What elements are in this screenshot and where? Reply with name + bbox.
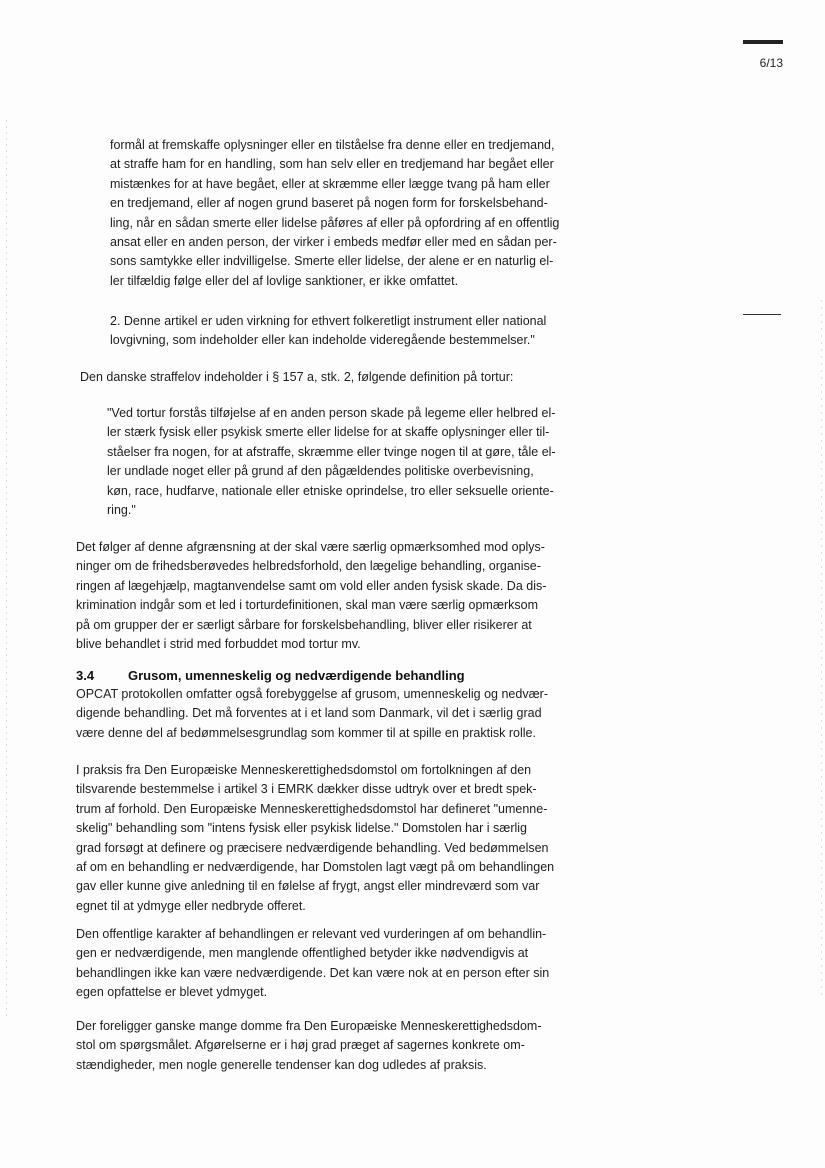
- text-line: stændigheder, men nogle generelle tendenser kan dog udledes af praksis.: [76, 1057, 487, 1072]
- text-line: I praksis fra Den Europæiske Menneskerettighedsdomstol om fortolkningen af den: [76, 763, 532, 777]
- text-line: ler tilfældig følge eller del af lovlige sanktioner, er ikke omfattet.: [110, 273, 459, 288]
- text-line: ling, når en sådan smerte eller lidelse påføres af eller på opfordring af en offentlig: [110, 215, 560, 230]
- text-line: ansat eller en anden person, der virker i embeds medfør eller med en sådan per-: [110, 235, 557, 250]
- margin-mark: [743, 314, 781, 315]
- straffelov-intro: [80, 368, 625, 387]
- text-line: Den danske straffelov indeholder i § 157 a, stk. 2, følgende definition på tortur:: [80, 370, 514, 384]
- paragraph-3: [76, 761, 621, 916]
- section-heading: [76, 668, 465, 683]
- text-line: OPCAT protokollen omfatter også forebyggelse af grusom, umenneskelig og nedvær-: [76, 687, 549, 701]
- section-title: Grusom, umenneskelig og nedværdigende behandling: [128, 668, 465, 683]
- quoted-text-2: [110, 312, 640, 351]
- text-line: være denne del af bedømmelsesgrundlag som kommer til at spille en praktisk rolle.: [76, 725, 536, 740]
- paragraph-1: [76, 538, 621, 654]
- text-line: skelig" behandling som "intens fysisk eller psykisk lidelse." Domstolen har i særlig: [76, 821, 527, 836]
- text-line: ståelser fra nogen, for at afstraffe, skræmme eller tvinge nogen til at gøre, tåle el-: [107, 444, 556, 459]
- quoted-text-3: [107, 404, 627, 520]
- section-number: 3.4: [76, 668, 95, 683]
- scan-edge-left: [6, 120, 7, 1020]
- text-line: krimination indgår som et led i torturdefinitionen, skal man være særlig opmærksom: [76, 598, 538, 613]
- text-line: ring.": [107, 503, 136, 518]
- scan-edge-right: [821, 300, 822, 1000]
- text-line: på om grupper der er særligt sårbare for forskelsbehandling, bliver eller risikerer at: [76, 617, 532, 632]
- page-number: 6/13: [759, 56, 783, 70]
- paragraph-2: [76, 685, 621, 743]
- text-line: at straffe ham for en handling, som han selv eller en tredjemand har begået eller: [110, 157, 554, 172]
- text-line: "Ved tortur forstås tilføjelse af en anden person skade på legeme eller helbred el-: [107, 406, 556, 420]
- paragraph-5: [76, 1017, 621, 1075]
- text-line: formål at fremskaffe oplysninger eller en tilståelse fra denne eller en tredjemand,: [110, 138, 555, 152]
- text-line: grad forsøgt at definere og præcisere nedværdigende behandling. Ved bedømmelsen: [76, 840, 549, 855]
- text-line: ringen af lægehjælp, magtanvendelse samt om vold eller anden fysisk skade. Da dis-: [76, 578, 547, 593]
- text-line: stol om spørgsmålet. Afgørelserne er i høj grad præget af sagernes konkrete om-: [76, 1038, 525, 1053]
- text-line: behandlingen ikke kan være nedværdigende. Det kan være nok at en person efter sin: [76, 965, 550, 980]
- header-mark: [743, 40, 783, 44]
- text-line: lovgivning, som indeholder eller kan indeholde videregående bestemmelser.": [110, 333, 535, 348]
- text-line: ler undlade noget eller på grund af den pågældendes politiske overbevisning,: [107, 464, 534, 479]
- text-line: ler stærk fysisk eller psykisk smerte eller lidelse for at skaffe oplysninger eller til-: [107, 425, 550, 440]
- text-line: trum af forhold. Den Europæiske Menneskerettighedsdomstol har defineret "umenne-: [76, 801, 548, 816]
- text-line: 2. Denne artikel er uden virkning for ethvert folkeretligt instrument eller national: [110, 314, 547, 328]
- text-line: gen er nedværdigende, men manglende offentlighed betyder ikke nødvendigvis at: [76, 946, 529, 961]
- text-line: blive behandlet i strid med forbuddet mod tortur mv.: [76, 637, 361, 652]
- text-line: egnet til at ydmyge eller nedbryde offeret.: [76, 898, 306, 913]
- text-line: tilsvarende bestemmelse i artikel 3 i EMRK dækker disse udtryk over et bredt spek-: [76, 782, 537, 797]
- text-line: digende behandling. Det må forventes at i et land som Danmark, vil det i særlig grad: [76, 706, 542, 721]
- text-line: en tredjemand, eller af nogen grund baseret på nogen form for forskelsbehand-: [110, 196, 548, 211]
- paragraph-4: [76, 925, 621, 1003]
- text-line: gav eller kunne give anledning til en følelse af frygt, angst eller mindreværd som var: [76, 879, 540, 894]
- text-line: Det følger af denne afgrænsning at der skal være særlig opmærksomhed mod oplys-: [76, 540, 545, 554]
- quoted-text-1: [110, 136, 640, 291]
- text-line: mistænkes for at have begået, eller at skræmme eller lægge tvang på ham eller: [110, 176, 550, 191]
- text-line: sons samtykke eller indvilligelse. Smerte eller lidelse, der alene er en naturlig el-: [110, 254, 554, 269]
- text-line: ninger om de frihedsberøvedes helbredsforhold, den lægelige behandling, organise-: [76, 559, 541, 574]
- text-line: egen opfattelse er blevet ydmyget.: [76, 985, 268, 1000]
- text-line: køn, race, hudfarve, nationale eller etniske oprindelse, tro eller seksuelle oriente-: [107, 483, 554, 498]
- text-line: Den offentlige karakter af behandlingen er relevant ved vurderingen af om behandlin-: [76, 927, 547, 941]
- text-line: Der foreligger ganske mange domme fra Den Europæiske Menneskerettighedsdom-: [76, 1019, 542, 1033]
- text-line: af om en behandling er nedværdigende, har Domstolen lagt vægt på om behandlingen: [76, 860, 555, 875]
